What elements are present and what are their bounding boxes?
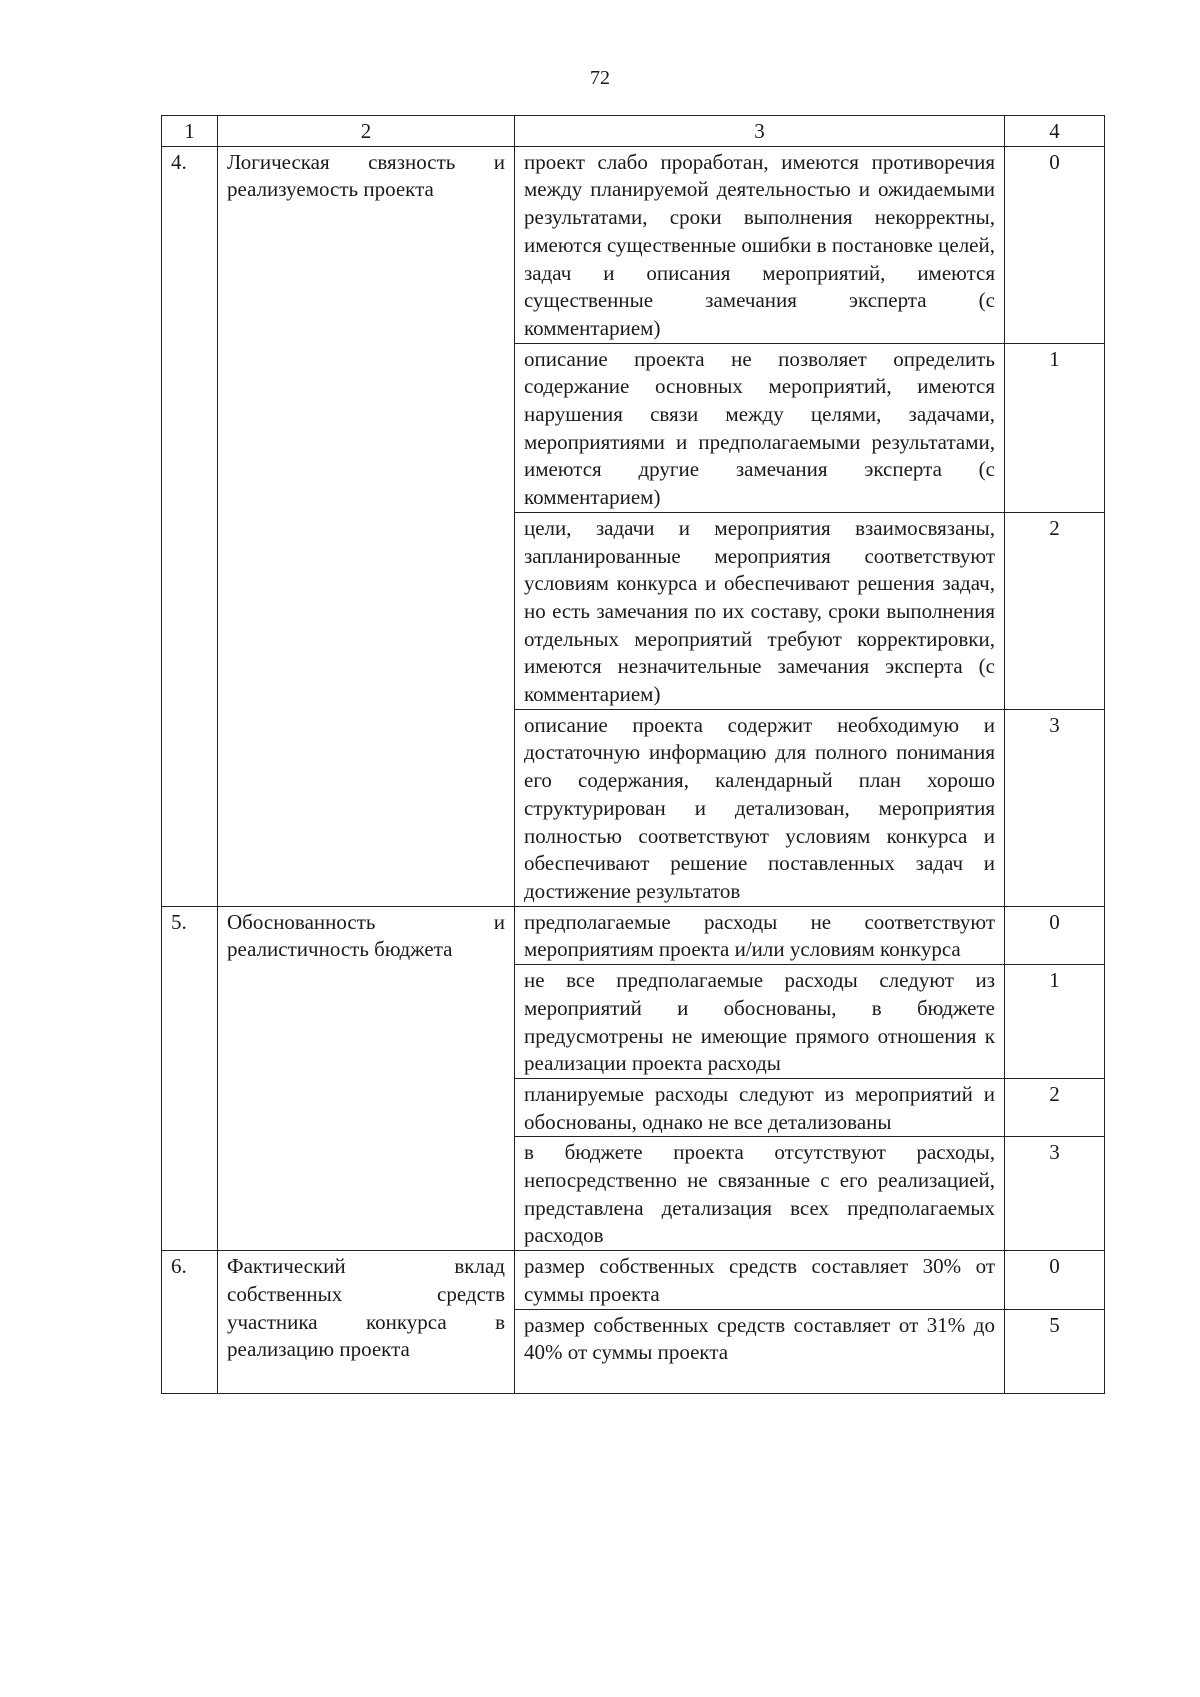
level-description: в бюджете проекта отсутствуют расходы, непосредственно не связанные с его реализацией, представлена детализация всех предполагаемых расходов bbox=[515, 1137, 1005, 1251]
level-description: размер собственных средств составляет от 31% до 40% от суммы проекта bbox=[515, 1309, 1005, 1393]
column-header: 2 bbox=[218, 116, 515, 147]
table-header-row bbox=[162, 116, 1105, 147]
criteria-table bbox=[161, 115, 1105, 1394]
column-header: 3 bbox=[515, 116, 1005, 147]
level-description: размер собственных средств составляет 30% от суммы проекта bbox=[515, 1251, 1005, 1309]
level-description: проект слабо проработан, имеются противоречия между планируемой деятельностью и ожидаемыми результатами, сроки выполнения некорректны, имеются существенные ошибки в постановке целей, задач и описания мероприятий, имеются существенные замечания эксперта (с комментарием) bbox=[515, 146, 1005, 343]
column-header: 1 bbox=[162, 116, 218, 147]
level-score: 0 bbox=[1005, 1251, 1105, 1309]
level-score: 3 bbox=[1005, 1137, 1105, 1251]
level-score: 3 bbox=[1005, 709, 1105, 906]
level-description: планируемые расходы следуют из мероприятий и обоснованы, однако не все детализованы bbox=[515, 1078, 1005, 1136]
table-row bbox=[162, 906, 1105, 964]
level-description: не все предполагаемые расходы следуют из мероприятий и обоснованы, в бюджете предусмотрены не имеющие прямого отношения к реализации проекта расходы bbox=[515, 965, 1005, 1079]
criterion-name: Фактический вклад собственных средств участника конкурса в реализацию проекта bbox=[218, 1251, 515, 1393]
criterion-name: Логическая связность и реализуемость проекта bbox=[218, 146, 515, 906]
level-score: 0 bbox=[1005, 906, 1105, 964]
level-score: 2 bbox=[1005, 1078, 1105, 1136]
level-score: 1 bbox=[1005, 965, 1105, 1079]
level-score: 5 bbox=[1005, 1309, 1105, 1393]
criterion-name: Обоснованность и реалистичность бюджета bbox=[218, 906, 515, 1250]
level-score: 0 bbox=[1005, 146, 1105, 343]
table-row bbox=[162, 146, 1105, 343]
page-number: 72 bbox=[590, 67, 610, 89]
level-description: цели, задачи и мероприятия взаимосвязаны, запланированные мероприятия соответствуют условиям конкурса и обеспечивают решения задач, но есть замечания по их составу, сроки выполнения отдельных мероприятий требуют корректировки, имеются незначительные замечания эксперта (с комментарием) bbox=[515, 512, 1005, 709]
level-description: предполагаемые расходы не соответствуют мероприятиям проекта и/или условиям конкурса bbox=[515, 906, 1005, 964]
column-header: 4 bbox=[1005, 116, 1105, 147]
criterion-number: 4. bbox=[162, 146, 218, 906]
level-description: описание проекта содержит необходимую и достаточную информацию для полного понимания его содержания, календарный план хорошо структурирован и детализован, мероприятия полностью соответствуют условиям конкурса и обеспечивают решение поставленных задач и достижение результатов bbox=[515, 709, 1005, 906]
table-row bbox=[162, 1251, 1105, 1309]
level-score: 1 bbox=[1005, 343, 1105, 512]
level-description: описание проекта не позволяет определить содержание основных мероприятий, имеются нарушения связи между целями, задачами, мероприятиями и предполагаемыми результатами, имеются другие замечания эксперта (с комментарием) bbox=[515, 343, 1005, 512]
criterion-number: 5. bbox=[162, 906, 218, 1250]
criterion-number: 6. bbox=[162, 1251, 218, 1393]
level-score: 2 bbox=[1005, 512, 1105, 709]
